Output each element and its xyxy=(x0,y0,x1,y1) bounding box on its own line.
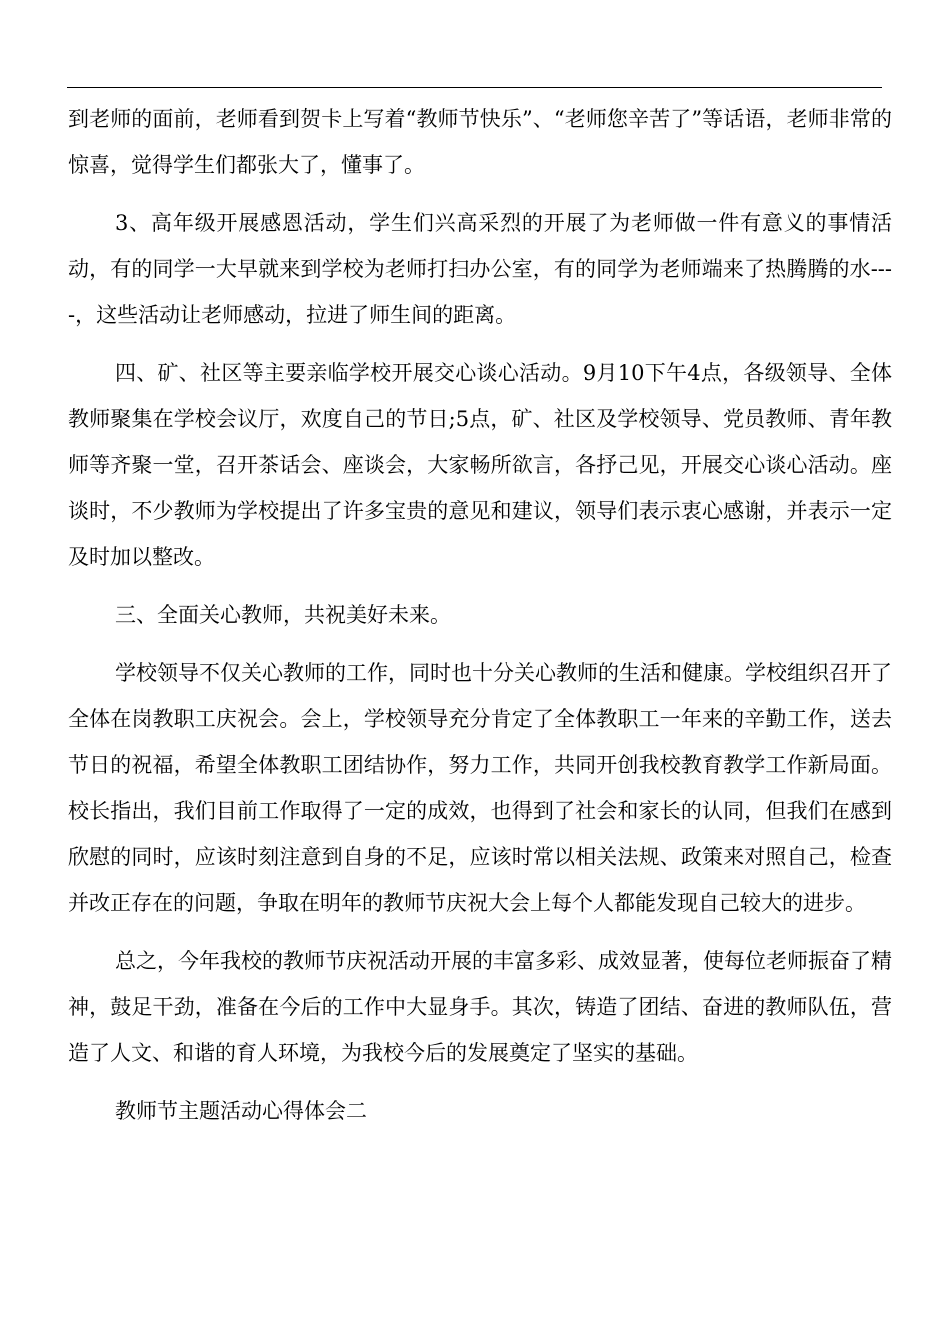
section-title-part-two: 教师节主题活动心得体会二 xyxy=(115,1099,367,1123)
paragraph-senior-grade-activity: 3、高年级开展感恩活动，学生们兴高采烈的开展了为老师做一件有意义的事情活动，有的同学一大早就来到学校为老师打扫办公室，有的同学为老师端来了热腾腾的水----，这些活动让老师感动，拉进了师生间的距离。 xyxy=(68,211,892,327)
paragraph-heart-to-heart-talk: 四、矿、社区等主要亲临学校开展交心谈心活动。9月10下午4点，各级领导、全体教师聚集在学校会议厅，欢度自己的节日;5点，矿、社区及学校领导、党员教师、青年教师等齐聚一堂，召开茶话会、座谈会，大家畅所欲言，各抒己见，开展交心谈心活动。座谈时，不少教师为学校提出了许多宝贵的意见和建议，领导们表示衷心感谢，并表示一定及时加以整改。 xyxy=(68,361,892,569)
paragraph-staff-celebration: 学校领导不仅关心教师的工作，同时也十分关心教师的生活和健康。学校组织召开了全体在岗教职工庆祝会。会上，学校领导充分肯定了全体教职工一年来的辛勤工作，送去节日的祝福，希望全体教职工团结协作，努力工作，共同开创我校教育教学工作新局面。校长指出，我们目前工作取得了一定的成效，也得到了社会和家长的认同，但我们在感到欣慰的同时，应该时刻注意到自身的不足，应该时常以相关法规、政策来对照自己，检查并改正存在的问题，争取在明年的教师节庆祝大会上每个人都能发现自己较大的进步。 xyxy=(68,661,892,915)
document-body xyxy=(68,96,892,1146)
paragraph-summary: 总之，今年我校的教师节庆祝活动开展的丰富多彩、成效显著，使每位老师振奋了精神，鼓足干劲，准备在今后的工作中大显身手。其次，铸造了团结、奋进的教师队伍，营造了人文、和谐的育人环境，为我校今后的发展奠定了坚实的基础。 xyxy=(68,949,892,1065)
header-rule xyxy=(67,87,882,88)
paragraph-continuation: 到老师的面前，老师看到贺卡上写着“教师节快乐”、“老师您辛苦了”等话语，老师非常的惊喜，觉得学生们都张大了，懂事了。 xyxy=(68,107,892,177)
section-heading-care-for-teachers: 三、全面关心教师，共祝美好未来。 xyxy=(115,603,451,627)
